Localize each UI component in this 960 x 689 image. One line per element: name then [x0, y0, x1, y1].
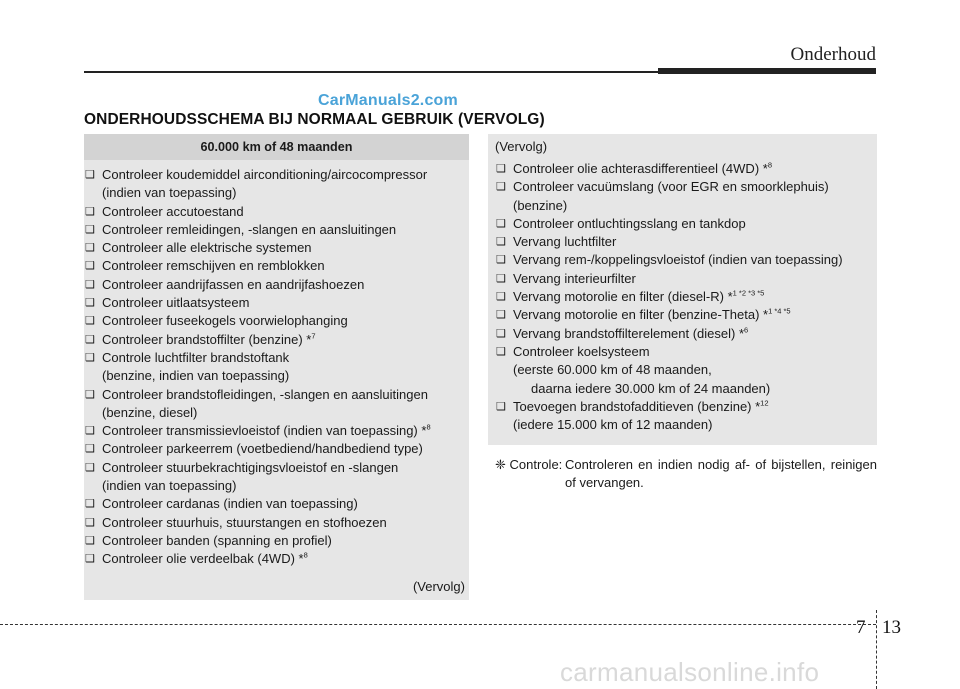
- checkbox-icon: ❑: [85, 534, 95, 547]
- page-number: 13: [882, 617, 901, 638]
- checkbox-icon: ❑: [85, 388, 95, 401]
- footnote-marker: 1 *2 *3 *5: [732, 288, 765, 298]
- checklist-item: [85, 440, 469, 458]
- footer-divider: [0, 624, 876, 625]
- section-title: Onderhoud: [790, 44, 876, 65]
- checklist-item: [85, 166, 469, 203]
- checklist-item: [85, 495, 469, 513]
- checklist-item-label: Controleer cardanas (indien van toepassing): [102, 496, 358, 512]
- checklist-item-label: Controleer remleidingen, -slangen en aansluitingen: [102, 221, 397, 237]
- footnote-marker: 7: [311, 331, 316, 341]
- checkbox-icon: ❑: [496, 345, 506, 358]
- checkbox-icon: ❑: [85, 260, 95, 273]
- checklist-item-label: Controle luchtfilter brandstoftank: [102, 349, 290, 365]
- continued-title: (Vervolg): [495, 139, 548, 154]
- header-rule: [84, 71, 658, 73]
- footnote-marker: 8: [303, 550, 308, 560]
- footnote-marker: 8: [426, 422, 431, 432]
- checkbox-icon: ❑: [496, 309, 506, 322]
- checklist-item-label: Controleer brandstoffilter (benzine) *: [102, 331, 312, 347]
- checklist-item-label: Controleer koelsysteem: [513, 343, 650, 359]
- checklist-item: [85, 532, 469, 550]
- footer-vertical-divider: [876, 610, 877, 689]
- checkbox-icon: ❑: [85, 516, 95, 529]
- checklist-item-label: Vervang motorolie en filter (benzine-Theta) *: [513, 307, 769, 323]
- checkbox-icon: ❑: [496, 272, 506, 285]
- checklist-item: [85, 276, 469, 294]
- checklist-item: [85, 203, 469, 221]
- checklist-item-label: Controleer olie achterasdifferentieel (4WD) *: [513, 161, 768, 176]
- checklist-item-detail: (benzine, diesel): [102, 404, 198, 420]
- checklist-item-label: Controleer vacuümslang (voor EGR en smoorklephuis): [513, 179, 829, 195]
- checklist-item-label: Controleer banden (spanning en profiel): [102, 532, 332, 548]
- checklist-item: [85, 422, 469, 440]
- checklist-item-label: Vervang brandstoffilterelement (diesel) *: [513, 325, 744, 341]
- checklist-item: [496, 343, 877, 398]
- note-symbol-icon: ❈: [495, 457, 506, 472]
- checklist-item-label: Controleer koudemiddel airconditioning/aircocompressor: [102, 167, 428, 182]
- footnote-marker: 6: [744, 325, 749, 335]
- checklist-item: [496, 288, 877, 306]
- footnote-marker: 12: [760, 398, 769, 408]
- checklist-item: [85, 221, 469, 239]
- checkbox-icon: ❑: [85, 333, 95, 346]
- schedule-panel-continued: [488, 134, 877, 445]
- checklist-item-label: Controleer parkeerrem (voetbediend/handbediend type): [102, 441, 423, 457]
- checklist-item: [85, 239, 469, 257]
- inspection-note: [495, 456, 877, 493]
- checkbox-icon: ❑: [85, 461, 95, 474]
- checkbox-icon: ❑: [85, 351, 95, 364]
- checklist-item-label: Controleer ontluchtingsslang en tankdop: [513, 215, 746, 231]
- footnote-marker: 1 *4 *5: [768, 307, 791, 317]
- checklist-item-label: Vervang interieurfilter: [513, 270, 636, 286]
- checkbox-icon: ❑: [496, 236, 506, 249]
- checklist-item-detail: (iedere 15.000 km of 12 maanden): [513, 417, 713, 433]
- checklist-item-label: Controleer stuurbekrachtigingsvloeistof en -slangen: [102, 459, 399, 475]
- checkbox-icon: ❑: [496, 400, 506, 413]
- checkbox-icon: ❑: [85, 553, 95, 566]
- checklist-item-detail: (eerste 60.000 km of 48 maanden,: [513, 362, 712, 378]
- footnote-marker: 8: [767, 160, 772, 170]
- checkbox-icon: ❑: [496, 254, 506, 267]
- checklist-item-label: Controleer olie verdeelbak (4WD) *: [102, 551, 304, 567]
- checklist-item-label: Controleer transmissievloeistof (indien van toepassing) *: [102, 423, 427, 439]
- checklist-item: [496, 178, 877, 215]
- checklist-item: [496, 251, 877, 269]
- checklist-item: [496, 270, 877, 288]
- checklist-item-label: Vervang luchtfilter: [513, 234, 617, 250]
- schedule-panel-title: 60.000 km of 48 maanden: [84, 134, 469, 160]
- checklist-item: [496, 233, 877, 251]
- note-text: Controleren en indien nodig af- of bijstellen, reinigen of vervangen.: [565, 457, 877, 491]
- checklist-item-label: Vervang rem-/koppelingsvloeistof (indien van toepassing): [513, 252, 843, 268]
- checklist-item-label: Controleer uitlaatsysteem: [102, 295, 250, 311]
- checkbox-icon: ❑: [85, 425, 95, 438]
- checkbox-icon: ❑: [85, 242, 95, 255]
- checkbox-icon: ❑: [496, 163, 506, 175]
- checkbox-icon: ❑: [85, 278, 95, 291]
- checklist-item-detail: (benzine): [513, 197, 568, 213]
- checklist-item-label: Toevoegen brandstofadditieven (benzine) *: [513, 398, 761, 414]
- checklist-item: [496, 325, 877, 343]
- checklist-item: [496, 398, 877, 435]
- checklist-item: [85, 312, 469, 330]
- page-heading: ONDERHOUDSSCHEMA BIJ NORMAAL GEBRUIK (VERVOLG): [84, 111, 545, 128]
- chapter-number: 7: [856, 617, 866, 638]
- checkbox-icon: ❑: [85, 223, 95, 236]
- checkbox-icon: ❑: [85, 315, 95, 328]
- checklist-left: [84, 160, 469, 569]
- checklist-item: [85, 349, 469, 386]
- checkbox-icon: ❑: [496, 291, 506, 304]
- checkbox-icon: ❑: [85, 297, 95, 310]
- checklist-item: [496, 215, 877, 233]
- checklist-item-label: Controleer fuseekogels voorwielophanging: [102, 313, 348, 329]
- checkbox-icon: ❑: [496, 327, 506, 340]
- checklist-item-detail: (indien van toepassing): [102, 478, 237, 494]
- checklist-item-detail: (benzine, indien van toepassing): [102, 368, 290, 384]
- checklist-item-label: Vervang motorolie en filter (diesel-R) *: [513, 289, 733, 305]
- checklist-item: [85, 294, 469, 312]
- checklist-item-label: Controleer remschijven en remblokken: [102, 258, 325, 274]
- checklist-item-detail: (indien van toepassing): [102, 185, 237, 201]
- checklist-item: [496, 306, 877, 324]
- watermark-top[interactable]: CarManuals2.com: [318, 92, 458, 109]
- checklist-item: [496, 160, 877, 178]
- checkbox-icon: ❑: [85, 498, 95, 511]
- checkbox-icon: ❑: [85, 443, 95, 456]
- continued-label: (Vervolg): [412, 579, 465, 594]
- checklist-item: [85, 550, 469, 568]
- checkbox-icon: ❑: [496, 217, 506, 230]
- checkbox-icon: ❑: [496, 181, 506, 194]
- checklist-item-label: Controleer stuurhuis, stuurstangen en stofhoezen: [102, 514, 387, 530]
- checklist-item-label: Controleer aandrijfassen en aandrijfashoezen: [102, 276, 365, 292]
- header-rule-thick: [658, 68, 876, 74]
- note-label: Controle:: [509, 457, 563, 472]
- checklist-item-label: Controleer alle elektrische systemen: [102, 240, 312, 256]
- checkbox-icon: ❑: [85, 205, 95, 218]
- checklist-item: [85, 514, 469, 532]
- checklist-item: [85, 331, 469, 349]
- checklist-item: [85, 386, 469, 423]
- checklist-item-label: Controleer brandstofleidingen, -slangen en aansluitingen: [102, 386, 428, 402]
- checklist-item: [85, 257, 469, 275]
- checklist-item: [85, 459, 469, 496]
- checklist-item-label: Controleer accutoestand: [102, 203, 244, 219]
- checkbox-icon: ❑: [85, 169, 95, 181]
- checklist-right: [488, 160, 877, 434]
- schedule-panel-60000: [84, 134, 469, 600]
- watermark-bottom[interactable]: carmanualsonline.info: [560, 657, 820, 687]
- checklist-item-detail: daarna iedere 30.000 km of 24 maanden): [531, 380, 771, 396]
